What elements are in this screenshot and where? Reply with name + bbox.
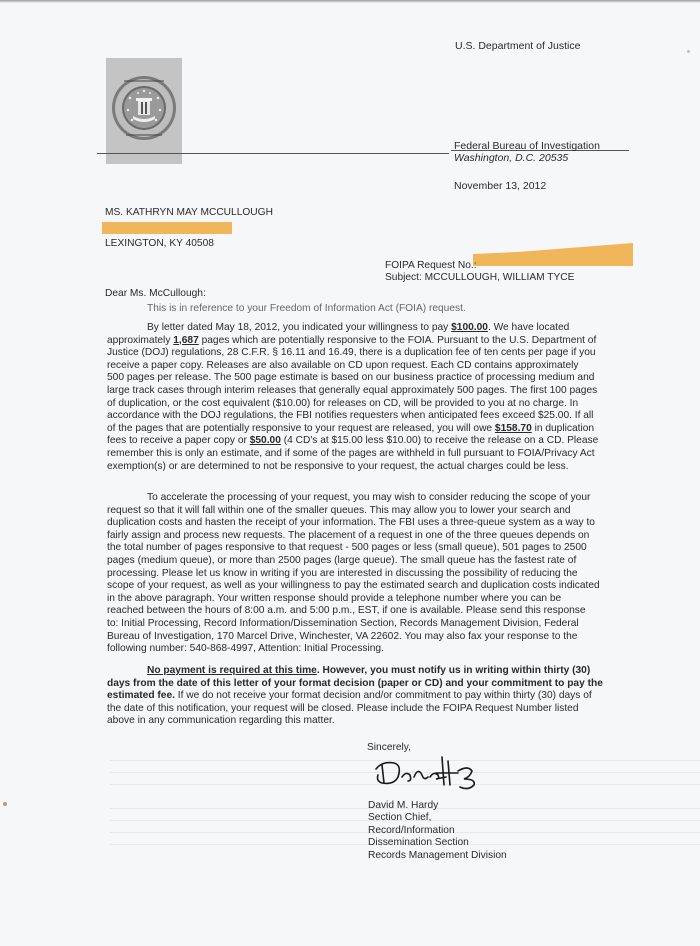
amount-willing: $100.00 <box>451 322 488 333</box>
text-line: reached between the hours of 8:00 a.m. and 5:00 p.m., EST, if one is available. Please send this response <box>107 605 586 617</box>
text-line: the date of this notification, your request will be closed. Please include the FOIPA Request Number listed <box>107 702 579 714</box>
text-line: of the pages that are potentially responsive to your request are released, you will owe $158.70 in duplication <box>107 422 595 434</box>
text-line: No payment is required at this time. However, you must notify us in writing within thirty (30) <box>147 665 591 676</box>
salutation: Dear Ms. McCullough: <box>105 288 206 299</box>
scan-speck <box>3 802 7 806</box>
text-line: 500 pages per release. The 500 page estimate is based on our business practice of processing medium and <box>107 372 595 384</box>
text-line: days from the date of this letter of your format decision (paper or CD) and your commitment to pay the <box>107 677 603 689</box>
text-line: By letter dated May 18, 2012, you indicated your willingness to pay $100.00. We have located <box>147 322 570 333</box>
text-line: large track cases through interim releases that generally equal approximately 500 pages. The first 100 pages <box>107 384 598 396</box>
signature-block <box>368 800 507 862</box>
recipient-name: MS. KATHRYN MAY MCCULLOUGH <box>105 207 273 218</box>
text-line: duplication costs and hasten the receipt of your information. The FBI uses a three-queue system as a way to <box>107 517 595 529</box>
signer-division: Records Management Division <box>368 849 507 861</box>
text-line: in the above paragraph. Your written response should provide a telephone number where you can be <box>107 592 562 604</box>
text-line: processing. Please let us know in writing if you are interested in discussing the possibility of reducing the <box>107 567 578 579</box>
department-name: U.S. Department of Justice <box>455 40 581 52</box>
text-line: approximately 1,687 pages which are potentially responsive to the FOIA. Pursuant to the U.S. Department of <box>107 334 597 346</box>
signer-title: Section Chief, <box>368 812 432 824</box>
text-line: fees to receive a paper copy or $50.00 (4 CD's at $15.00 less $10.00) to receive the release on a CD. Please <box>107 435 599 447</box>
closing: Sincerely, <box>367 742 411 753</box>
handwritten-signature <box>372 755 492 796</box>
text-line: fairly assign and process new requests. The placement of a request in one of the three queues depends on <box>107 529 590 541</box>
text-line: the total number of pages responsive to that request - 500 pages or less (small queue), 501 pages to 2500 <box>107 542 587 554</box>
intro-sentence: This is in reference to your Freedom of Information Act (FOIA) request. <box>147 303 466 314</box>
text-line: of duplication, or the cost equivalent ($10.00) for releases on CD, will be provided to you at no charge. In <box>107 397 579 409</box>
text-line: remember this is only an estimate, and if some of the pages are withheld in full pursuant to FOIA/Privacy Act <box>107 447 595 459</box>
amount-paper: $158.70 <box>494 422 532 434</box>
text-line: Bureau of Investigation, 170 Marcel Drive, Winchester, VA 22602. You may also fax your response to the <box>107 630 578 642</box>
bureau-location: Washington, D.C. 20535 <box>454 152 569 164</box>
text-line: exemption(s) or are determined to not be responsive to your request, the actual charges could be less. <box>107 460 569 472</box>
text-line: pages (medium queue), or more than 2500 pages (large queue). The small queue has the fastest rate of <box>107 554 577 566</box>
text-line: receive a paper copy. Releases are also available on CD upon request. Each CD contains approximately <box>107 359 579 371</box>
text-line: above in any communication regarding this matter. <box>107 715 335 727</box>
no-payment-notice: No payment is required at this time <box>147 665 317 676</box>
text-line: to: Initial Processing, Record Information/Dissemination Section, Records Management Division, Federal <box>107 617 579 629</box>
signer-section: Dissemination Section <box>368 837 469 849</box>
page-count: 1,687 <box>173 334 199 346</box>
letterhead-rule <box>97 153 449 154</box>
foipa-request-label: FOIPA Request No.: <box>385 260 477 271</box>
redaction-request-number <box>473 243 633 266</box>
bureau-name: Federal Bureau of Investigation <box>454 140 600 152</box>
text-line: To accelerate the processing of your request, you may wish to consider reducing the scope of your <box>147 492 591 503</box>
fbi-seal-icon <box>106 58 182 164</box>
payment-notice-paragraph <box>107 665 627 728</box>
signer-name: David M. Hardy <box>368 800 439 811</box>
amount-cd: $50.00 <box>249 435 281 447</box>
text-line: accordance with the DOJ regulations, the FBI notifies requesters when anticipated fees exceed $25.00. If all <box>107 410 594 422</box>
letter-date: November 13, 2012 <box>454 180 547 192</box>
page-edge-shadow <box>0 0 700 3</box>
text-line: following number: 540-868-4997, Attention: Initial Processing. <box>107 643 384 655</box>
text-line: Justice (DOJ) regulations, 28 C.F.R. § 16.11 and 16.49, there is a duplication fee of ten cents per page if you <box>107 347 596 359</box>
recipient-city: LEXINGTON, KY 40508 <box>105 238 214 249</box>
subject-line: Subject: MCCULLOUGH, WILLIAM TYCE <box>385 272 575 283</box>
text-line: scope of your request, as well as your willingness to pay the estimated search and duplication costs indicated <box>107 580 600 592</box>
signer-unit: Record/Information <box>368 824 455 836</box>
redaction-street-address <box>102 222 232 234</box>
fee-paragraph <box>107 322 627 473</box>
text-line: request so that it will fall within one of the smaller queues. This may allow you to lower your search and <box>107 504 571 516</box>
text-line: estimated fee. If we do not receive your format decision and/or commitment to pay within thirty (30) days of <box>107 690 592 702</box>
scan-speck <box>687 50 690 53</box>
queue-paragraph <box>107 492 627 656</box>
